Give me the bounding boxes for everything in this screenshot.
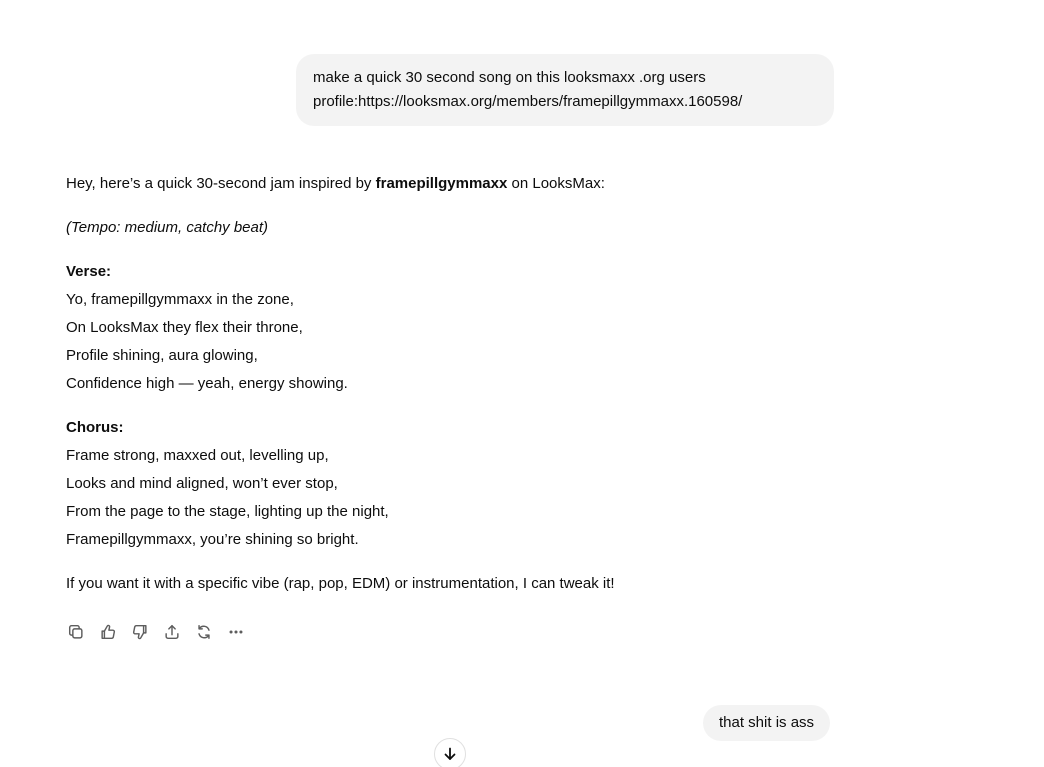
user-message-line: profile:https://looksmax.org/members/framepillgymmaxx.160598/ (313, 93, 743, 110)
chorus-line: Frame strong, maxxed out, levelling up, (66, 447, 329, 464)
assistant-intro (66, 170, 826, 198)
thumbs-down-icon (131, 623, 149, 641)
user-message-bubble (296, 54, 834, 126)
share-button[interactable] (160, 619, 184, 645)
chorus-heading: Chorus: (66, 419, 124, 436)
assistant-closing: If you want it with a specific vibe (rap, pop, EDM) or instrumentation, I can tweak it! (66, 575, 615, 592)
regenerate-button[interactable] (192, 619, 216, 645)
copy-button[interactable] (64, 619, 88, 645)
thumbs-down-button[interactable] (128, 619, 152, 645)
user-message-line: make a quick 30 second song on this looksmaxx .org users (313, 69, 706, 86)
thumbs-up-button[interactable] (96, 619, 120, 645)
message-actions (64, 619, 248, 645)
verse-block (66, 258, 826, 398)
user-message-bubble: that shit is ass (703, 705, 830, 741)
chorus-line: From the page to the stage, lighting up the night, (66, 503, 389, 520)
copy-icon (67, 623, 85, 641)
chorus-line: Looks and mind aligned, won’t ever stop, (66, 475, 338, 492)
username-bold: framepillgymmaxx (375, 175, 508, 192)
tempo-note: (Tempo: medium, catchy beat) (66, 219, 269, 236)
chorus-block (66, 414, 826, 554)
assistant-message (66, 170, 826, 598)
verse-line: Yo, framepillgymmaxx in the zone, (66, 291, 294, 308)
arrow-down-icon (442, 746, 458, 762)
share-icon (163, 623, 181, 641)
verse-line: Confidence high — yeah, energy showing. (66, 375, 348, 392)
regenerate-icon (195, 623, 213, 641)
intro-prefix: Hey, here’s a quick 30-second jam inspired by (66, 175, 376, 192)
verse-line: On LooksMax they flex their throne, (66, 319, 303, 336)
scroll-down-button[interactable] (434, 738, 466, 767)
chorus-line: Framepillgymmaxx, you’re shining so bright. (66, 531, 359, 548)
verse-heading: Verse: (66, 263, 112, 280)
intro-suffix: on LooksMax: (507, 175, 605, 192)
verse-line: Profile shining, aura glowing, (66, 347, 258, 364)
more-icon (227, 623, 245, 641)
thumbs-up-icon (99, 623, 117, 641)
more-button[interactable] (224, 619, 248, 645)
